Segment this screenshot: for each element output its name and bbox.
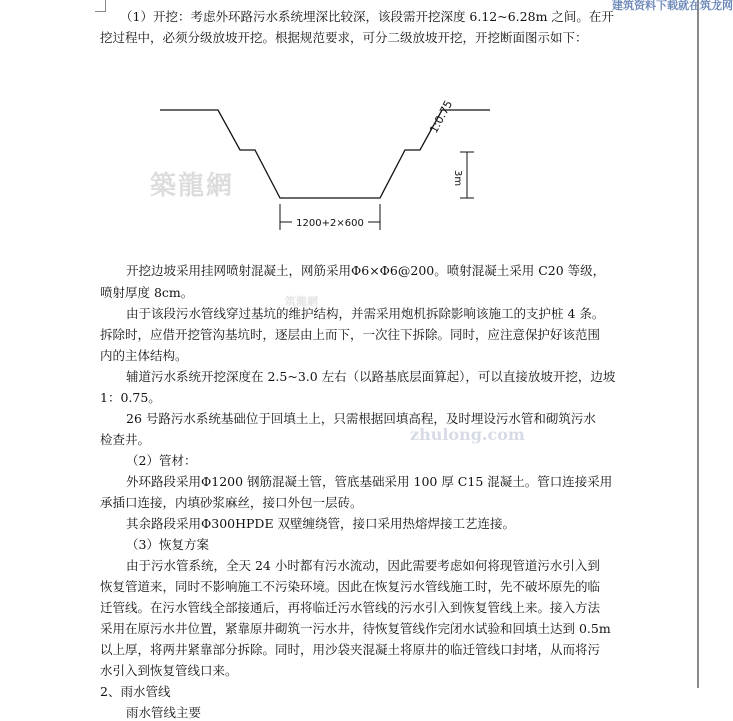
- width-label: 1200+2×600: [296, 218, 364, 229]
- small-watermark: 筑龍網: [285, 295, 318, 308]
- paragraph-line: 其余路段采用Φ300HPDE 双壁缠绕管，接口采用热熔焊接工艺连接。: [126, 516, 516, 531]
- excavation-section-diagram: [160, 92, 490, 240]
- paragraph-line: 承插口连接，内填砂浆麻丝，接口外包一层砖。: [100, 495, 363, 510]
- logo-watermark: 築龍網: [150, 171, 235, 201]
- paragraph-line: 由于污水管系统，全天 24 小时都有污水流动，因此需要考虑如何将现管道污水引入到: [126, 558, 600, 573]
- section-heading: 2、雨水管线: [100, 684, 171, 699]
- paragraph-line: 由于该段污水管线穿过基坑的维护结构，并需采用炮机拆除影响该施工的支护桩 4 条。: [126, 306, 605, 321]
- paragraph-line: 水引入到恢复管线口来。: [100, 663, 238, 678]
- paragraph-line: （1）开挖：考虑外环路污水系统埋深比较深，该段需开挖深度 6.12~6.28m 之间。在开: [120, 9, 614, 24]
- paragraph-line: 开挖边坡采用挂网喷射混凝土，网筋采用Φ6×Φ6@200。喷射混凝土采用 C20 等级，: [126, 263, 606, 278]
- section-heading: （2）管材：: [126, 453, 197, 468]
- paragraph-line: 挖过程中，必须分级放坡开挖。根据规范要求，可分二级放坡开挖，开挖断面图示如下：: [100, 30, 588, 45]
- paragraph-line: 26 号路污水系统基础位于回填土上，只需根据回填高程，及时埋设污水管和砌筑污水: [126, 411, 596, 426]
- header-watermark: 建筑资料下载就在筑龙网: [612, 0, 733, 12]
- paragraph-line: 辅道污水系统开挖深度在 2.5~3.0 左右（以路基底层面算起），可以直接放坡开挖，边坡: [126, 369, 616, 384]
- paragraph-line: 喷射厚度 8cm。: [100, 285, 194, 300]
- paragraph-line: 雨水管线主要: [126, 705, 202, 720]
- paragraph-line: 迁管线。在污水管线全部接通后，再将临迁污水管线的污水引入到恢复管线上来。接入方法: [100, 600, 601, 615]
- page-right-edge: [697, 0, 699, 688]
- paragraph-line: 1：0.75。: [100, 390, 161, 405]
- section-heading: （3）恢复方案: [126, 537, 209, 552]
- paragraph-line: 拆除时，应借开挖管沟基坑时，逐层由上而下，一次往下拆除。同时，应注意保护好该范围: [100, 327, 601, 342]
- paragraph-line: 外环路段采用Φ1200 钢筋混凝土管，管底基础采用 100 厚 C15 混凝土。管口连接采用: [126, 474, 613, 489]
- site-watermark: zhulong.com: [410, 425, 525, 444]
- paragraph-line: 恢复管道来，同时不影响施工不污染环境。因此在恢复污水管线施工时，先不破坏原先的临: [100, 579, 601, 594]
- page-corner-mark-h: [95, 11, 106, 12]
- depth-label: 3m: [452, 170, 463, 187]
- paragraph-line: 以上厚，将两井紧靠部分拆除。同时，用沙袋夹混凝土将原井的临迁管线口封堵，从而将污: [100, 642, 601, 657]
- slope-label: 1:0.75: [427, 98, 456, 136]
- paragraph-line: 内的主体结构。: [100, 348, 188, 363]
- paragraph-line: 采用在原污水井位置，紧靠原井砌筑一污水井，待恢复管线作完闭水试验和回填土达到 0.5m: [100, 621, 611, 636]
- paragraph-line: 检查井。: [100, 432, 151, 447]
